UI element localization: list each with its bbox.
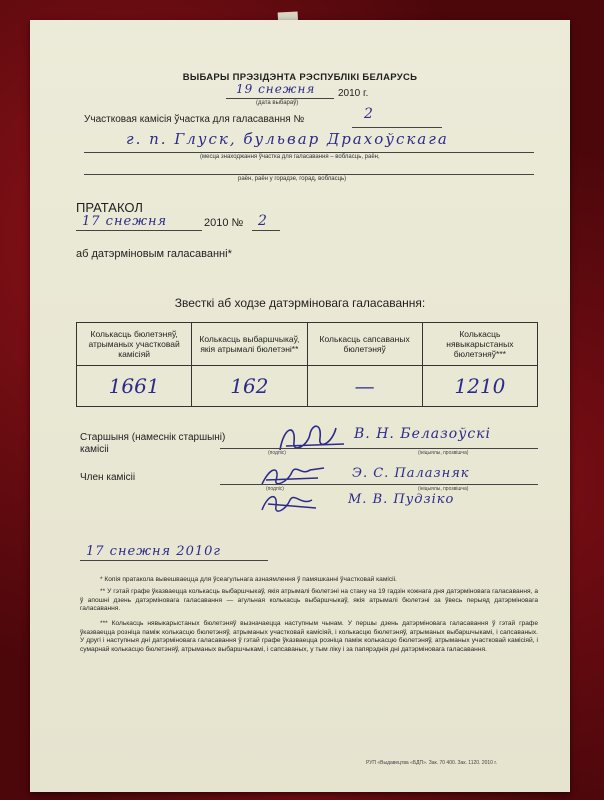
footnote-1: * Копія пратакола вывешваецца для ўсеагульнага азнаямлення ў памяшканні ўчастковай камісіі. [100, 576, 397, 583]
results-table [76, 322, 538, 407]
protocol-number: 2 [258, 213, 268, 229]
table-row [77, 366, 538, 407]
election-date: 19 снежня [236, 82, 316, 96]
value-voters-received: 162 [192, 366, 307, 407]
member-name-caption: (ініцыялы, прозвішча) [418, 486, 469, 492]
election-year: 2010 г. [338, 88, 369, 99]
member-label: Член камісіі [80, 472, 136, 483]
footnote-3: *** Колькасць нявыкарыстаных бюлетэняў вызначаецца наступным чынам. У першы дзень датэрміновага галасавання ў гэтай графе ўказваецца розніца паміж колькасцю бюлетэняў, атрыманых участковай камісіяй, і колькасцю бюлетэняў, атрыманых выбаршчыкамі, і сапсаваных. У другі і наступныя дні датэрміновага галасавання ў гэтай графе ўказваецца розніца паміж колькасцю бюлетэняў, атрыманых участковай камісіяй, і сумарнай колькасцю бюлетэняў, атрыманых выбаршчыкамі, і сапсаваных, у тым ліку і за папярэднія дні датэрміновага галасавання. [80, 620, 538, 653]
chair-signature [274, 416, 354, 460]
location-caption: (месца знаходжання ўчастка для галасавання – вобласць, раён, [200, 154, 380, 160]
chair-label-2: камісіі [80, 444, 109, 455]
col-ballots-received: Колькасць бюлетэняў, атрыманых участковай камісіяй [77, 323, 192, 366]
member-sign-caption: (подпіс) [266, 486, 284, 492]
member2-name: М. В. Пудзіко [348, 492, 455, 507]
col-spoiled-ballots: Колькасць сапсаваных бюлетэняў [307, 323, 422, 366]
member1-name: Э. С. Палазняк [352, 466, 470, 481]
protocol-sheet [30, 20, 570, 792]
sign-date: 17 снежня 2010г [86, 544, 221, 559]
footnote-2: ** У гэтай графе ўказваецца колькасць выбаршчыкаў, якія атрымалі бюлетэні на стану на 19 гадзін кожнага дня датэрміновага галасавання, а ў апошні дзень датэрміновага галасавання — агульная колькасць выбаршчыкаў, якія атрымалі бюлетэні за ўвесь перыяд датэрміновага галасавання. [80, 588, 538, 613]
protocol-date: 17 снежня [82, 214, 168, 229]
value-ballots-received: 1661 [77, 366, 192, 407]
chair-sign-caption: (подпіс) [268, 450, 286, 456]
printer-info: РУП «Выдавецтва «БДП». Зак. 70 400. Зак. 1120. 2010 г. [366, 760, 497, 766]
member-signature-2 [258, 486, 328, 520]
table-caption: Звесткі аб ходзе датэрміновага галасавання: [174, 296, 426, 310]
protocol-year-no: 2010 № [204, 217, 244, 229]
value-unused-ballots: 1210 [422, 366, 537, 407]
commission-number: 2 [364, 106, 374, 122]
protocol-heading: ПРАТАКОЛ [76, 200, 143, 215]
location-caption-2: раён, раён у горадзе, горад, вобласць) [238, 176, 347, 182]
chair-name-caption: (ініцыялы, прозвішча) [418, 450, 469, 456]
table-header-row [77, 323, 538, 366]
commission-location: г. п. Глуск, бульвар Драхоўскага [126, 130, 449, 148]
chair-label: Старшыня (намеснік старшыні) [80, 432, 226, 443]
protocol-subject: аб датэрміновым галасаванні* [76, 248, 232, 260]
election-title: ВЫБАРЫ ПРЭЗІДЭНТА РЭСПУБЛІКІ БЕЛАРУСЬ [182, 72, 418, 83]
chair-name: В. Н. Белазоўскі [354, 426, 491, 442]
commission-label: Участковая камісія ўчастка для галасавання № [84, 114, 305, 125]
value-spoiled-ballots: — [307, 366, 422, 407]
election-date-caption: (дата выбараў) [256, 100, 299, 106]
col-unused-ballots: Колькасць нявыкарыстаных бюлетэняў*** [422, 323, 537, 366]
col-voters-received: Колькасць выбаршчыкаў, якія атрымалі бюлетэні** [192, 323, 307, 366]
